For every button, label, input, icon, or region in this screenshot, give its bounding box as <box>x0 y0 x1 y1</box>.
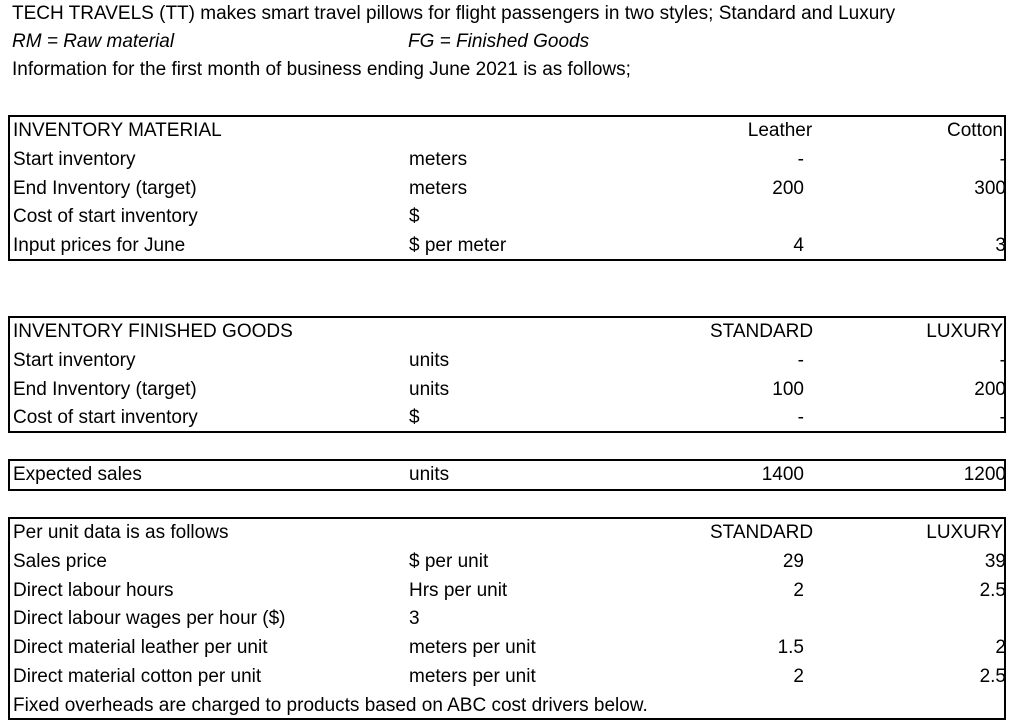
table-header-row <box>10 519 1004 548</box>
luxury-value: 200 <box>974 378 1006 400</box>
table-header-row <box>10 117 1004 146</box>
intro-line-company: TECH TRAVELS (TT) makes smart travel pillows for flight passengers in two styles; Standard and Luxury <box>12 3 896 24</box>
table-row <box>10 376 1004 405</box>
column-header-luxury: LUXURY <box>926 522 1003 543</box>
table-row <box>10 577 1004 606</box>
luxury-value: 39 <box>984 550 1006 572</box>
row-unit: meters <box>409 148 468 170</box>
intro-rm-definition: RM = Raw material <box>12 31 175 52</box>
row-label: Direct labour hours <box>13 579 174 601</box>
table-row <box>10 404 1004 433</box>
row-unit: units <box>409 378 450 400</box>
luxury-value: 1200 <box>963 464 1006 485</box>
row-unit: units <box>409 464 450 485</box>
luxury-value: - <box>999 349 1006 371</box>
intro-line-info: Information for the first month of business ending June 2021 is as follows; <box>12 59 631 80</box>
standard-value: 1.5 <box>777 637 804 659</box>
row-label: Cost of start inventory <box>13 206 198 228</box>
table-title: Per unit data is as follows <box>13 522 229 543</box>
row-label: Direct material leather per unit <box>13 637 268 659</box>
row-unit: meters <box>409 177 468 199</box>
table-row <box>10 548 1004 577</box>
table-header-row <box>10 318 1004 347</box>
row-unit: meters per unit <box>409 665 536 687</box>
row-label: Input prices for June <box>13 235 186 257</box>
cotton-value: 300 <box>974 177 1006 199</box>
table-row <box>10 146 1004 175</box>
row-unit: Hrs per unit <box>409 579 508 601</box>
standard-value: 2 <box>793 665 804 687</box>
luxury-value: - <box>999 407 1006 429</box>
standard-value: 29 <box>782 550 804 572</box>
row-unit: $ <box>409 206 420 228</box>
row-label: Expected sales <box>13 464 142 485</box>
standard-value: 100 <box>772 378 804 400</box>
luxury-value: 2.5 <box>979 665 1006 687</box>
luxury-value: 2.5 <box>979 579 1006 601</box>
row-unit: meters per unit <box>409 637 536 659</box>
column-header-standard: STANDARD <box>710 321 814 342</box>
row-label: Start inventory <box>13 349 136 371</box>
column-header-luxury: LUXURY <box>926 321 1003 342</box>
column-header-standard: STANDARD <box>710 522 814 543</box>
standard-value: - <box>797 407 804 429</box>
table-row <box>10 175 1004 204</box>
row-label: Direct material cotton per unit <box>13 665 262 687</box>
inventory-finished-goods-table <box>8 316 1006 433</box>
table-row <box>10 203 1004 232</box>
row-unit: $ <box>409 407 420 429</box>
leather-value: - <box>797 148 804 170</box>
intro-fg-definition: FG = Finished Goods <box>408 31 590 52</box>
per-unit-data-table <box>8 517 1006 720</box>
row-label: Sales price <box>13 550 107 572</box>
table-title: INVENTORY MATERIAL <box>13 120 222 141</box>
cotton-value: - <box>999 148 1006 170</box>
inventory-material-table <box>8 115 1006 261</box>
table-row <box>10 461 1004 490</box>
cotton-value: 3 <box>995 235 1006 257</box>
column-header-leather: Leather <box>747 120 813 141</box>
standard-value: 1400 <box>761 464 804 485</box>
row-label: Cost of start inventory <box>13 407 198 429</box>
table-title: INVENTORY FINISHED GOODS <box>13 321 293 342</box>
row-label: Start inventory <box>13 148 136 170</box>
standard-value: - <box>797 349 804 371</box>
table-row <box>10 232 1004 261</box>
table-footer-note <box>10 692 1004 721</box>
table-row <box>10 347 1004 376</box>
table-row <box>10 605 1004 634</box>
row-value: 3 <box>409 608 420 630</box>
table-row <box>10 634 1004 663</box>
row-label: End Inventory (target) <box>13 177 197 199</box>
row-unit: $ per unit <box>409 550 489 572</box>
expected-sales-table <box>8 459 1006 491</box>
leather-value: 200 <box>772 177 804 199</box>
row-label: Direct labour wages per hour ($) <box>13 608 286 630</box>
row-unit: units <box>409 349 450 371</box>
column-header-cotton: Cotton <box>947 120 1003 141</box>
leather-value: 4 <box>793 235 804 257</box>
fixed-overheads-note: Fixed overheads are charged to products based on ABC cost drivers below. <box>13 694 648 716</box>
row-label: End Inventory (target) <box>13 378 197 400</box>
table-row <box>10 663 1004 692</box>
row-unit: $ per meter <box>409 235 507 257</box>
standard-value: 2 <box>793 579 804 601</box>
luxury-value: 2 <box>995 637 1006 659</box>
